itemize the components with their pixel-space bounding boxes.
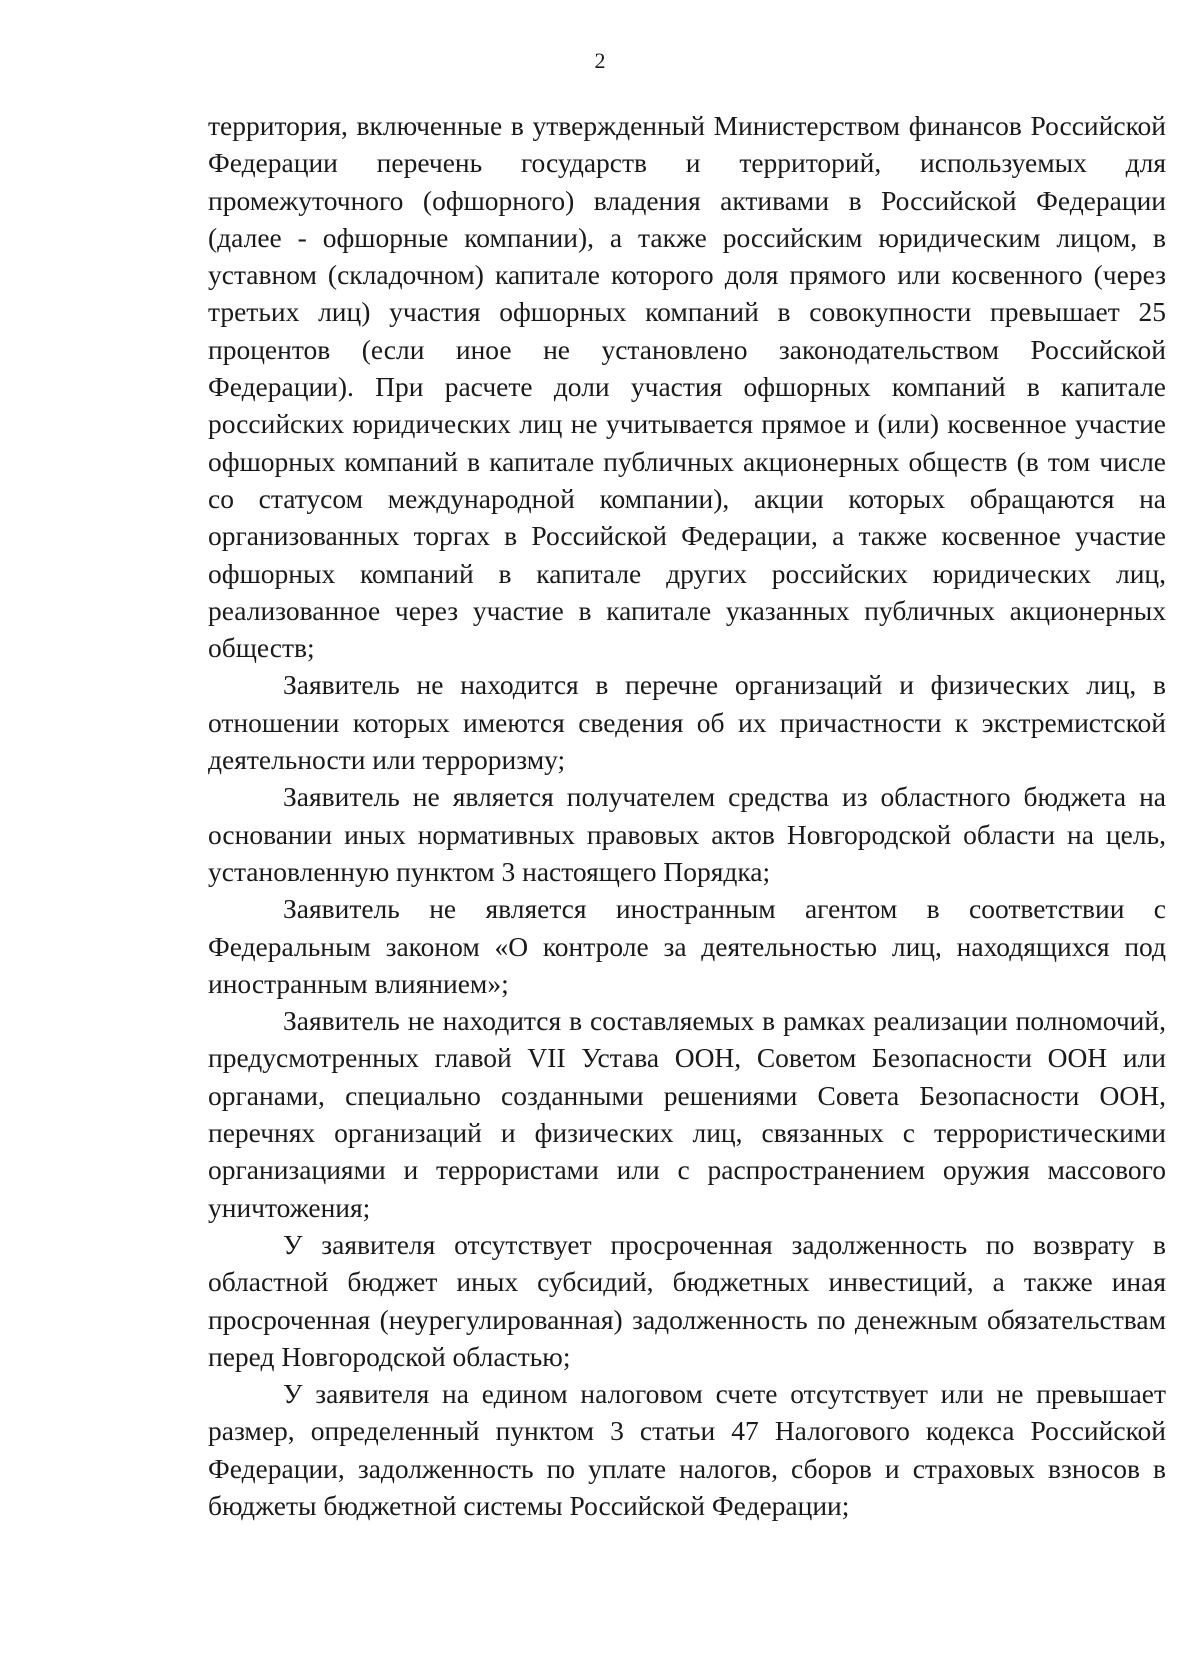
- paragraph-un-sanctions: Заявитель не находится в составляемых в рамках реализации полномочий, предусмотренных главой VII Устава ООН, Советом Безопасности ООН или органами, специально созданными решениями Совета Безопасности ООН, перечнях организаций и физических лиц, связанных с террористическими организациями и террористами или с распространением оружия массового уничтожения;: [208, 1005, 1166, 1223]
- paragraph-overdue-debt: У заявителя отсутствует просроченная задолженность по возврату в областной бюджет иных субсидий, бюджетных инвестиций, а также иная просроченная (неурегулированная) задолженность по денежным обязательствам перед Новгородской областью;: [208, 1228, 1166, 1372]
- paragraph-tax-debt: У заявителя на едином налоговом счете отсутствует или не превышает размер, определенный пунктом 3 статьи 47 Налогового кодекса Российской Федерации, задолженность по уплате налогов, сборов и страховых взносов в бюджеты бюджетной системы Российской Федерации;: [208, 1378, 1166, 1521]
- paragraph-extremism-list: Заявитель не находится в перечне организаций и физических лиц, в отношении которых имеются сведения об их причастности к экстремистской деятельности или терроризму;: [208, 669, 1166, 776]
- paragraph-offshore-companies: территория, включенные в утвержденный Министерством финансов Российской Федерации перечень государств и территорий, используемых для промежуточного (офшорного) владения активами в Российской Федерации (далее - офшорные компании), а также российским юридическим лицом, в уставном (складочном) капитале которого доля прямого или косвенного (через третьих лиц) участия офшорных компаний в совокупности превышает 25 процентов (если иное не установлено законодательством Российской Федерации). При расчете доли участия офшорных компаний в капитале российских юридических лиц не учитывается прямое и (или) косвенное участие офшорных компаний в капитале публичных акционерных обществ (в том числе со статусом международной компании), акции которых обращаются на организованных торгах в Российской Федерации, а также косвенное участие офшорных компаний в капитале других российских юридических лиц, реализованное через участие в капитале указанных публичных акционерных обществ;: [208, 110, 1166, 664]
- document-body: [208, 107, 1166, 1524]
- paragraph-other-funding: Заявитель не является получателем средства из областного бюджета на основании иных нормативных правовых актов Новгородской области на цель, установленную пунктом 3 настоящего Порядка;: [208, 781, 1166, 887]
- page-number: 2: [594, 48, 606, 73]
- paragraph-foreign-agent: Заявитель не является иностранным агентом в соответствии с Федеральным законом «О контроле за деятельностью лиц, находящихся под иностранным влиянием»;: [208, 893, 1166, 999]
